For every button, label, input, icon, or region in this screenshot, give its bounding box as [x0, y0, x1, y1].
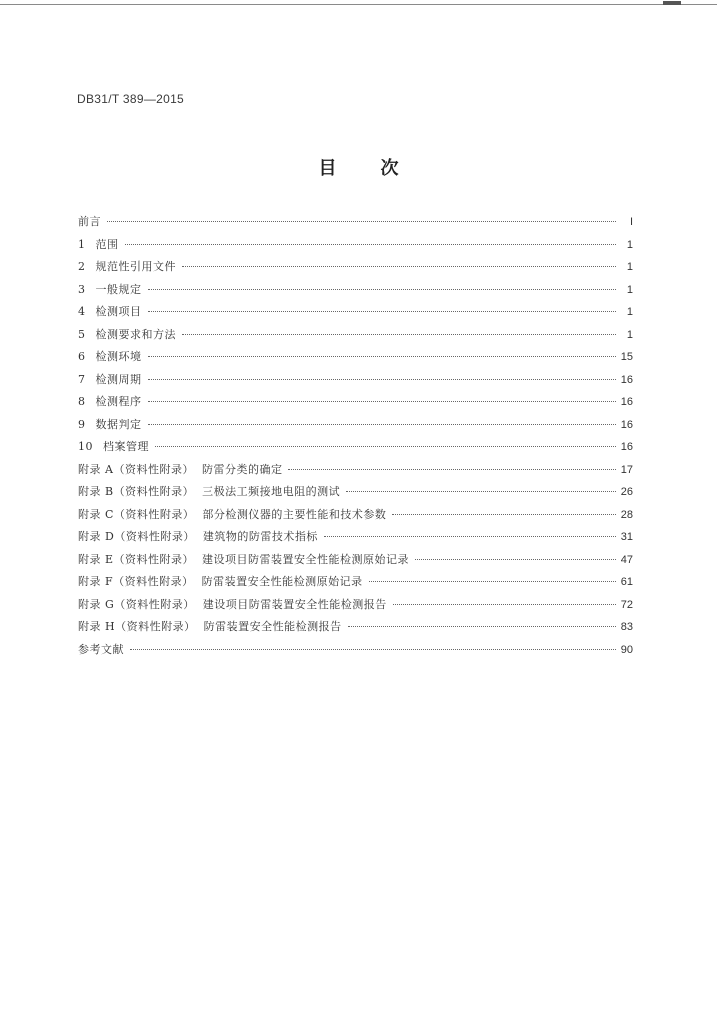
toc-page-number: 61 [620, 576, 633, 588]
toc-entry-number: 8 [78, 395, 86, 408]
toc-entry[interactable] [78, 526, 633, 549]
toc-entry-label [78, 301, 146, 324]
toc-entry-label [78, 391, 146, 414]
toc-entry-title: 附录 E（资料性附录） [78, 552, 195, 566]
toc-entry[interactable] [78, 256, 633, 279]
toc-dot-leader [148, 311, 617, 312]
toc-dot-leader [346, 491, 616, 492]
toc-entry-title: 附录 H（资料性附录） [78, 620, 196, 633]
toc-entry-label [78, 256, 180, 279]
toc-entry-subtitle: 防雷装置安全性能检测原始记录 [201, 575, 363, 588]
toc-page-number: I [629, 216, 633, 228]
toc-entry-label [78, 616, 346, 639]
toc-page-number: 16 [620, 396, 633, 408]
toc-page-number: 17 [620, 463, 633, 476]
toc-entry[interactable] [78, 301, 633, 324]
toc-entry-title: 附录 C（资料性附录） [78, 507, 195, 521]
toc-entry-title: 一般规定 [95, 282, 142, 296]
toc-page-number: 90 [620, 643, 633, 656]
toc-page-number: 31 [620, 531, 633, 543]
toc-entry[interactable] [78, 481, 633, 504]
toc-entry-number: 7 [78, 372, 86, 386]
toc-entry-subtitle: 防雷装置安全性能检测报告 [203, 620, 342, 633]
toc-entry-title: 检测项目 [95, 305, 142, 318]
toc-entry-label [78, 571, 367, 594]
toc-title-char: 次 [380, 158, 399, 179]
toc-page-number: 47 [620, 553, 633, 566]
toc-title-char: 目 [318, 158, 337, 179]
toc-entry-number: 4 [78, 305, 86, 318]
toc-dot-leader [369, 581, 616, 582]
toc-entry-title: 检测要求和方法 [95, 327, 176, 341]
toc-page-number: 16 [620, 373, 633, 386]
toc-list [78, 211, 633, 661]
toc-entry-subtitle: 部分检测仪器的主要性能和技术参数 [202, 507, 387, 521]
toc-entry-subtitle: 建设项目防雷装置安全性能检测报告 [202, 597, 387, 611]
toc-page-number: 1 [626, 306, 633, 318]
toc-entry[interactable] [78, 436, 633, 459]
toc-entry-label [78, 436, 153, 459]
toc-entry-number: 10 [78, 440, 93, 453]
toc-dot-leader [324, 536, 616, 537]
toc-entry[interactable] [78, 414, 633, 437]
toc-entry-number: 6 [78, 350, 86, 363]
toc-entry[interactable] [78, 211, 633, 234]
toc-dot-leader [415, 559, 616, 560]
toc-entry-label [78, 481, 344, 504]
toc-entry-title: 检测环境 [95, 350, 142, 363]
toc-entry-title: 附录 D（资料性附录） [78, 530, 195, 543]
toc-entry-title: 检测周期 [95, 372, 142, 386]
toc-entry-subtitle: 三极法工频接地电阻的测试 [202, 485, 341, 498]
toc-entry-title: 附录 A（资料性附录） [78, 462, 194, 476]
toc-page-number: 15 [620, 351, 633, 363]
scan-top-edge-line [0, 4, 717, 5]
standard-code: DB31/T 389—2015 [77, 92, 185, 106]
toc-entry[interactable] [78, 324, 633, 347]
toc-entry-number: 2 [78, 260, 86, 273]
toc-page-number: 83 [620, 621, 633, 633]
toc-page-number: 1 [626, 261, 633, 273]
toc-dot-leader [155, 446, 616, 447]
toc-entry[interactable] [78, 279, 633, 302]
toc-entry[interactable] [78, 639, 633, 662]
toc-page-number: 16 [620, 441, 633, 453]
toc-entry-subtitle: 建筑物的防雷技术指标 [202, 530, 318, 543]
toc-dot-leader [182, 334, 616, 335]
toc-entry[interactable] [78, 504, 633, 527]
toc-entry-title: 附录 F（资料性附录） [78, 575, 194, 588]
toc-entry-label [78, 504, 390, 527]
toc-page-number: 16 [620, 418, 633, 431]
toc-entry-label [78, 369, 146, 392]
toc-entry-number: 3 [78, 282, 86, 296]
toc-dot-leader [125, 244, 617, 245]
toc-page-number: 26 [620, 486, 633, 498]
toc-entry[interactable] [78, 234, 633, 257]
toc-entry-label [78, 459, 286, 482]
toc-entry-label [78, 324, 180, 347]
toc-entry-number: 5 [78, 327, 86, 341]
toc-entry-subtitle: 防雷分类的确定 [201, 462, 283, 476]
toc-entry[interactable] [78, 391, 633, 414]
toc-dot-leader [148, 289, 617, 290]
toc-entry-title: 参考文献 [78, 642, 124, 656]
toc-entry-label [78, 414, 146, 437]
toc-entry-title: 前言 [78, 215, 101, 228]
toc-dot-leader [288, 469, 616, 470]
toc-page-number: 1 [626, 283, 633, 296]
toc-entry-label [78, 526, 322, 549]
toc-page-number: 72 [620, 598, 633, 611]
toc-entry[interactable] [78, 549, 633, 572]
toc-entry[interactable] [78, 459, 633, 482]
toc-dot-leader [130, 649, 616, 650]
toc-dot-leader [348, 626, 616, 627]
toc-page-number: 28 [620, 508, 633, 521]
toc-page-number: 1 [626, 238, 633, 251]
toc-dot-leader [148, 356, 617, 357]
toc-entry-subtitle: 建设项目防雷装置安全性能检测原始记录 [202, 552, 410, 566]
toc-dot-leader [148, 379, 617, 380]
toc-entry-label [78, 594, 391, 617]
toc-entry[interactable] [78, 571, 633, 594]
toc-dot-leader [148, 401, 617, 402]
toc-entry[interactable] [78, 616, 633, 639]
toc-entry-label [78, 549, 413, 572]
toc-dot-leader [392, 514, 616, 515]
toc-entry-label [78, 211, 105, 234]
toc-entry[interactable] [78, 594, 633, 617]
toc-page-number: 1 [626, 328, 633, 341]
toc-entry-label [78, 346, 146, 369]
scan-mark [663, 1, 681, 5]
toc-entry[interactable] [78, 346, 633, 369]
toc-entry-title: 档案管理 [103, 440, 149, 453]
toc-dot-leader [393, 604, 616, 605]
toc-dot-leader [107, 221, 616, 222]
toc-dot-leader [182, 266, 616, 267]
toc-entry-title: 规范性引用文件 [95, 260, 176, 273]
toc-entry-number: 1 [78, 237, 86, 251]
toc-entry[interactable] [78, 369, 633, 392]
toc-entry-label [78, 234, 123, 257]
toc-entry-title: 检测程序 [95, 395, 142, 408]
toc-entry-title: 范围 [95, 237, 119, 251]
toc-entry-label [78, 279, 146, 302]
toc-entry-title: 数据判定 [95, 417, 142, 431]
toc-entry-label [78, 639, 128, 662]
toc-entry-number: 9 [78, 417, 86, 431]
toc-title [0, 154, 717, 180]
toc-dot-leader [148, 424, 617, 425]
toc-entry-title: 附录 G（资料性附录） [78, 597, 195, 611]
toc-entry-title: 附录 B（资料性附录） [78, 485, 195, 498]
